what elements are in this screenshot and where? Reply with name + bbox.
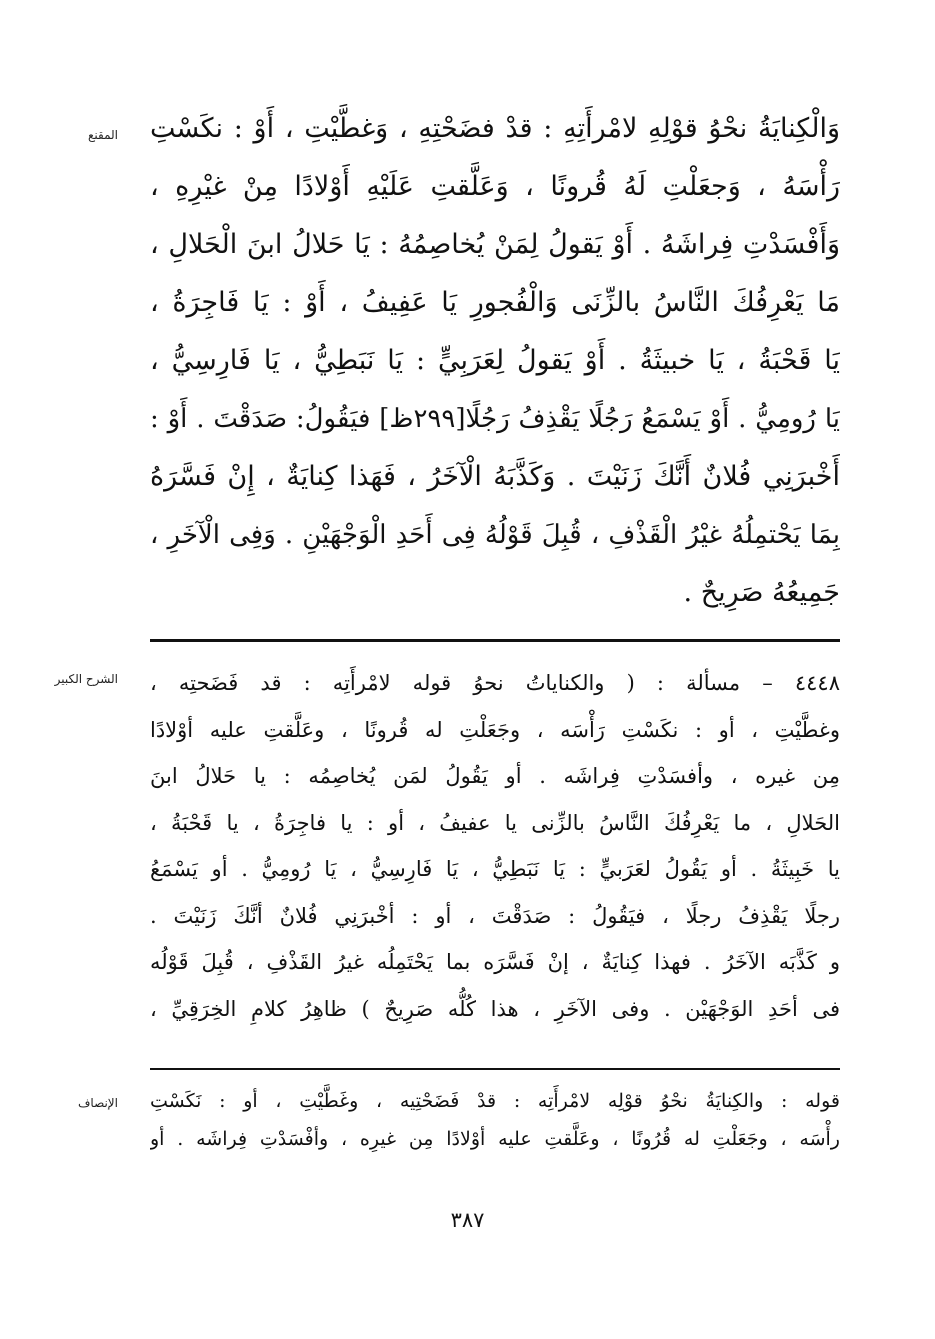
sharh-line: و كَذَّبَه الآخَرُ . فهذا كِنايَةٌ ، إنْ فَسَّرَه بما يَحْتَمِلُه غيرُ القَذْفِ ، قُبِلَ قَوْلُه xyxy=(150,950,840,974)
section-divider xyxy=(150,639,840,642)
section-label-sharh: الشرح الكبير xyxy=(54,672,118,686)
muqni-line: وَأَفْسَدْتِ فِراشَهُ . أَوْ يَقولُ لِمَنْ يُخاصِمُهُ : يَا حَلالُ ابنَ الْحَلالِ ، xyxy=(150,229,840,260)
section-label-insaf: الإنصاف xyxy=(77,1096,118,1110)
muqni-line: رَأْسَهُ ، وَجعَلْتِ لَهُ قُرونًا ، وَعَلَّقتِ عَلَيْهِ أَوْلادًا مِنْ غيْرِهِ ، xyxy=(150,171,840,202)
page-number: ٣٨٧ xyxy=(450,1208,485,1232)
muqni-line: وَالْكِنايَةُ نحْوُ قوْلِهِ لامْرأَتِهِ : قدْ فضَحْتِهِ ، وَغطَّيْتِ ، أَوْ : نكَسْتِ xyxy=(150,113,840,144)
sharh-line: ٤٤٤٨ – مسألة : ( والكناياتُ نحوُ قوله لامْرأَتِه : قد فَضَحتِه ، xyxy=(150,671,840,695)
sharh-text xyxy=(150,660,840,1032)
insaf-line: رأْسَه ، وجَعَلْتِ له قُرُونًا ، وعَلَّقتِ عليه أوْلادًا مِن غيرِه ، وأفْسَدْتِ فِراشَه . أو xyxy=(150,1128,840,1150)
sharh-line: الحَلالِ ، ما يَعْرِفُكَ النَّاسُ بالزِّنى يا عفيفُ ، أو : يا فاجِرَةُ ، يا قَحْبَةُ ، xyxy=(150,810,840,835)
muqni-line: يَا رُومِيُّ . أَوْ يَسْمَعُ رَجُلًا يَقْذِفُ رَجُلًا[٢٩٩ظ] فيَقُولُ: صَدَقْتَ . أَوْ : xyxy=(150,404,840,434)
sharh-line: يا خَبِيثَةُ . أو يَقُولُ لعَرَبيٍّ : يَا نَبَطِيُّ ، يَا فَارِسِيُّ ، يَا رُومِيُّ . أو يَسْمَعُ xyxy=(150,857,840,881)
muqni-line: جَمِيعُهُ صَرِيحٌ . xyxy=(683,577,840,608)
sharh-line: رجلًا يَقْذِفُ رجلًا ، فيَقُولُ : صَدَقْتَ ، أو : أخْبرَنِي فُلانٌ أنَّكَ زَنَيْتَ . xyxy=(150,903,840,928)
section-label-muqni: المقنع xyxy=(87,128,118,142)
muqni-line: بِمَا يَحْتمِلُهُ غيْرُ الْقَذْفِ ، قُبِلَ قَوْلُهُ فِى أَحَدِ الْوَجْهَيْنِ . وَفِى الْآخَرِ ، xyxy=(150,520,840,550)
muqni-line: يَا قَحْبَةُ ، يَا خبيثَةُ . أَوْ يَقولُ لِعَرَبِيٍّ : يَا نَبَطِيُّ ، يَا فَارِسِيُّ ، xyxy=(150,345,840,376)
muqni-text xyxy=(150,100,840,622)
insaf-line: قوله : والكِنايَةُ نحْوُ قوْلِه لامْرأَتِه : قدْ فَضَحْتِيه ، وغَطَّيْتِ ، أو : نَكَسْتِ xyxy=(150,1090,840,1112)
sharh-line: وغطَّيْتِ ، أو : نكَسْتِ رَأْسَه ، وجَعَلْتِ له قُرونًا ، وعَلَّقتِ عليه أوْلادًا xyxy=(150,717,840,742)
sharh-line: مِن غيره ، وأفسَدْتِ فِراشَه . أو يَقُولُ لمَن يُخاصِمُه : يا حَلالُ ابنَ xyxy=(150,764,840,788)
section-divider xyxy=(150,1068,840,1070)
muqni-line: أَخْبرَنِي فُلانٌ أَنَّكَ زَنَيْتَ . وَكَذَّبَهُ الْآخَرُ ، فَهَذا كِنايَةٌ ، إِنْ فَسَّرَهُ xyxy=(150,461,840,492)
muqni-line: مَا يَعْرِفُكَ النَّاسُ بالزِّنَى وَالْفُجورِ يَا عَفِيفُ ، أَوْ : يَا فَاجِرَةُ ، xyxy=(150,287,840,318)
sharh-line: فى أحَدِ الوَجْهَيْن . وفى الآخَرِ ، هذا كُلُّه صَرِيحٌ ) ظاهِرُ كلامِ الخِرَقِيِّ ، xyxy=(150,996,840,1021)
insaf-text xyxy=(150,1082,840,1158)
